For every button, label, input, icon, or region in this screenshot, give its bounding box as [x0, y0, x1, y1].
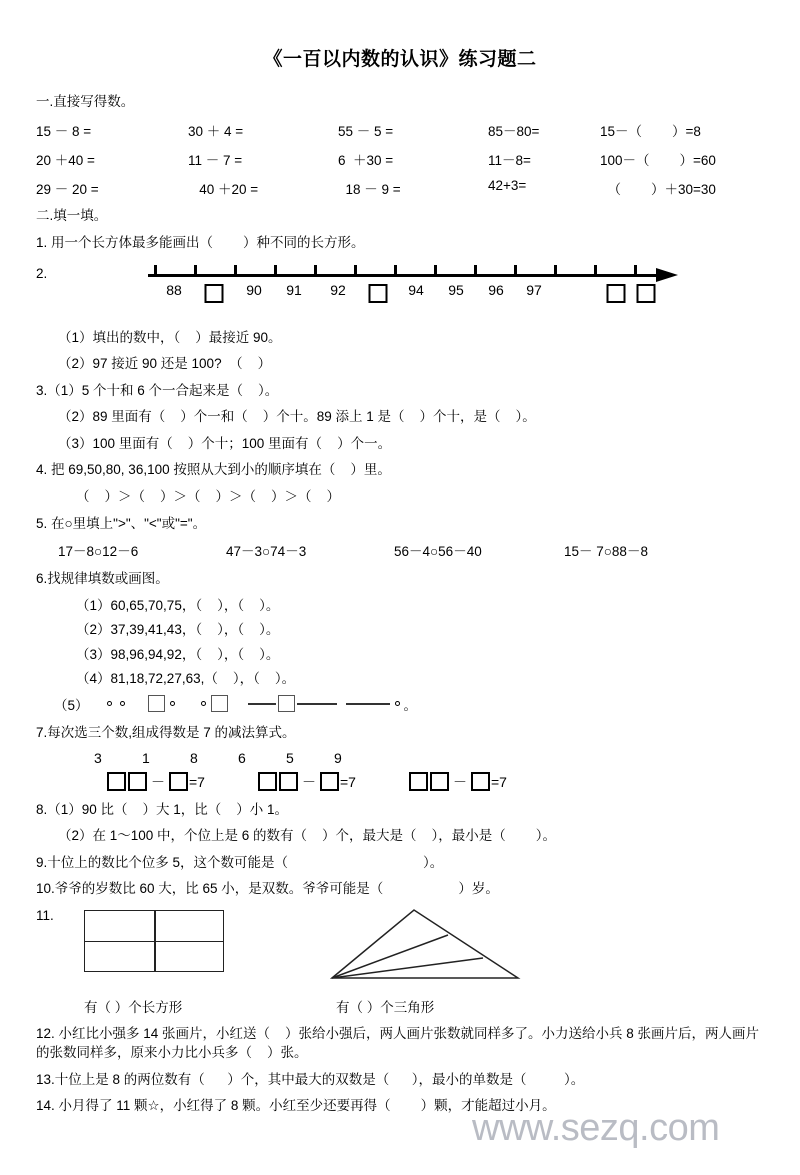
question-11-figures — [36, 906, 770, 996]
question-6-1: （1）60,65,70,75，（ ），（ ）。 — [76, 597, 280, 613]
calc-item: 18 － 9 = — [338, 181, 401, 197]
circle-icon — [120, 701, 125, 706]
number-line-tick — [434, 265, 437, 275]
line-segment — [248, 703, 276, 705]
number-line-tick — [154, 265, 157, 275]
calc-item: 40 ＋20 = — [188, 181, 259, 197]
compare-item: 47－3○74－3 — [226, 544, 307, 560]
number-line-answer-box[interactable] — [205, 284, 224, 303]
question-6-3: （3）98,96,94,92，（ ），（ ）。 — [76, 646, 280, 662]
compare-row — [36, 540, 770, 560]
question-4: 4. 把 69,50,80, 36,100 按照从大到小的顺序填在（ ）里。 — [36, 462, 391, 478]
number-line-tick — [274, 265, 277, 275]
digit-option: 8 — [190, 749, 198, 766]
number-line-value: 91 — [286, 281, 302, 298]
number-line-tick — [194, 265, 197, 275]
question-8-1: 8.（1）90 比（ ）大 1，比（ ）小 1。 — [36, 801, 289, 817]
watermark: www.sezq.com — [472, 1107, 720, 1149]
number-line-question — [36, 260, 770, 322]
page-title: 《一百以内数的认识》练习题二 — [263, 49, 537, 70]
worksheet-page — [0, 44, 800, 1175]
number-line-labels — [148, 282, 668, 316]
number-line-value: 90 — [246, 281, 262, 298]
question-4-blanks: （ ）＞（ ）＞（ ）＞（ ）＞（ ） — [76, 489, 341, 505]
section-1-heading: 一.直接写得数。 — [36, 94, 135, 109]
calc-item: （ ）＋30=30 — [600, 181, 716, 197]
equation-result: =7 — [339, 773, 356, 790]
worksheet-body — [0, 93, 800, 1116]
equation-result: =7 — [490, 773, 507, 790]
calc-row — [36, 149, 770, 169]
circle-icon — [107, 701, 112, 706]
rectangle-caption: 有（ ）个长方形 — [84, 999, 183, 1015]
question-6-5-tail: 。 — [403, 697, 418, 713]
number-line-value: 88 — [166, 281, 182, 298]
calc-item: 30 ＋ 4 = — [188, 123, 244, 139]
question-7-digits — [36, 750, 770, 766]
calc-item: 15－（ ）=8 — [600, 123, 701, 139]
question-7-equations — [36, 772, 770, 792]
calc-row — [36, 178, 770, 198]
calc-item: 6 ＋30 = — [338, 152, 394, 168]
answer-box[interactable] — [320, 772, 339, 791]
question-12: 12. 小红比小强多 14 张画片，小红送（ ）张给小强后，两人画片张数就同样多了。小力送给小兵 8 张画片后，两人画片的张数同样多，原来小力比小兵多（ ）张。 — [36, 1025, 760, 1061]
number-line-tick — [474, 265, 477, 275]
question-2-1: （1）填出的数中，（ ）最接近 90。 — [58, 329, 282, 345]
circle-icon — [201, 701, 206, 706]
number-line-answer-box[interactable] — [637, 284, 656, 303]
square-icon — [211, 695, 228, 712]
answer-box[interactable] — [169, 772, 188, 791]
line-segment — [346, 703, 390, 705]
number-line-answer-box[interactable] — [607, 284, 626, 303]
digit-option: 1 — [142, 749, 150, 766]
equation-blank-group — [106, 772, 205, 792]
compare-item: 17－8○12－6 — [58, 544, 139, 560]
number-line-tick — [554, 265, 557, 275]
question-3-2: （2）89 里面有（ ）个一和（ ）个十。89 添上 1 是（ ）个十，是（ ）。 — [58, 409, 536, 425]
answer-box[interactable] — [107, 772, 126, 791]
question-13: 13.十位上是 8 的两位数有（ ）个，其中最大的双数是（ ），最小的单数是（ ）。 — [36, 1071, 585, 1087]
calc-item: 100－（ ）=60 — [600, 152, 716, 168]
rectangle-figure — [84, 910, 224, 972]
minus-sign: － — [452, 773, 467, 790]
question-3-3: （3）100 里面有（ ）个十；100 里面有（ ）个一。 — [58, 435, 392, 451]
number-line-tick — [514, 265, 517, 275]
question-2-label: 2. — [36, 265, 48, 281]
question-3-1: 3.（1）5 个十和 6 个一合起来是（ ）。 — [36, 382, 279, 398]
question-6-2: （2）37,39,41,43，（ ），（ ）。 — [76, 622, 280, 638]
number-line-tick — [634, 265, 637, 275]
calc-item: 20 ＋40 = — [36, 152, 95, 168]
digit-option: 5 — [286, 749, 294, 766]
calc-item: 11 － 7 = — [188, 152, 243, 168]
question-6-5-label: （5） — [54, 697, 89, 713]
arrow-right-icon — [656, 268, 678, 282]
minus-sign: － — [151, 773, 165, 790]
rectangle-horizontal-divider — [85, 941, 223, 943]
number-line-value: 94 — [408, 281, 424, 298]
calc-row — [36, 120, 770, 140]
question-6-4: （4）81,18,72,27,63,（ ），（ ）。 — [76, 671, 296, 687]
answer-box[interactable] — [128, 772, 147, 791]
number-line-tick — [314, 265, 317, 275]
circle-icon — [170, 701, 175, 706]
answer-box[interactable] — [409, 772, 428, 791]
calc-item: 42+3= — [488, 177, 527, 193]
number-line-tick — [594, 265, 597, 275]
digit-option: 6 — [238, 749, 246, 766]
digit-option: 3 — [94, 749, 102, 766]
number-line-value: 96 — [488, 281, 504, 298]
answer-box[interactable] — [471, 772, 490, 791]
number-line-axis — [148, 274, 658, 277]
question-8-2: （2）在 1～100 中，个位上是 6 的数有（ ）个，最大是（ ），最小是（ ）。 — [58, 828, 557, 844]
number-line-value: 97 — [526, 281, 542, 298]
question-6-5 — [36, 694, 770, 714]
equation-result: =7 — [189, 773, 205, 790]
circle-icon — [395, 701, 400, 706]
calc-item: 55 － 5 = — [338, 123, 394, 139]
question-11-label: 11. — [36, 907, 54, 923]
question-1: 1. 用一个长方体最多能画出（ ）种不同的长方形。 — [36, 235, 365, 251]
minus-sign: － — [301, 773, 316, 790]
answer-box[interactable] — [279, 772, 298, 791]
square-icon — [148, 695, 165, 712]
number-line-tick — [234, 265, 237, 275]
calc-item: 11－8= — [488, 152, 531, 168]
number-line-value: 95 — [448, 281, 464, 298]
answer-box[interactable] — [258, 772, 277, 791]
number-line-tick — [354, 265, 357, 275]
triangle-caption: 有（ ）个三角形 — [336, 999, 435, 1015]
number-line — [148, 260, 708, 320]
triangle-figure — [326, 906, 526, 986]
calc-item: 15 － 8 = — [36, 123, 92, 139]
compare-item: 56－4○56－40 — [394, 544, 482, 560]
equation-blank-group — [257, 772, 356, 792]
question-6: 6.找规律填数或画图。 — [36, 571, 169, 587]
question-10: 10.爷爷的岁数比 60 大，比 65 小，是双数。爷爷可能是（ ）岁。 — [36, 881, 499, 897]
calc-item: 85－80= — [488, 123, 540, 139]
question-7: 7.每次选三个数,组成得数是 7 的减法算式。 — [36, 724, 296, 740]
section-2-heading: 二.填一填。 — [36, 207, 108, 223]
compare-item: 15－ 7○88－8 — [564, 544, 648, 560]
question-11-captions — [36, 996, 770, 1018]
number-line-answer-box[interactable] — [369, 284, 388, 303]
answer-box[interactable] — [430, 772, 449, 791]
digit-option: 9 — [334, 749, 342, 766]
line-segment — [297, 703, 337, 705]
calc-item: 29 － 20 = — [36, 181, 99, 197]
question-2-2: （2）97 接近 90 还是 100? （ ） — [58, 356, 272, 372]
question-9: 9.十位上的数比个位多 5，这个数可能是（ ）。 — [36, 854, 444, 870]
square-icon — [278, 695, 295, 712]
question-14: 14. 小月得了 11 颗☆，小红得了 8 颗。小红至少还要再得（ ）颗，才能超过小月。 — [36, 1098, 556, 1114]
equation-blank-group — [408, 772, 507, 792]
question-5: 5. 在○里填上">"、"<"或"="。 — [36, 515, 207, 531]
number-line-value: 92 — [330, 281, 346, 298]
number-line-tick — [394, 265, 397, 275]
